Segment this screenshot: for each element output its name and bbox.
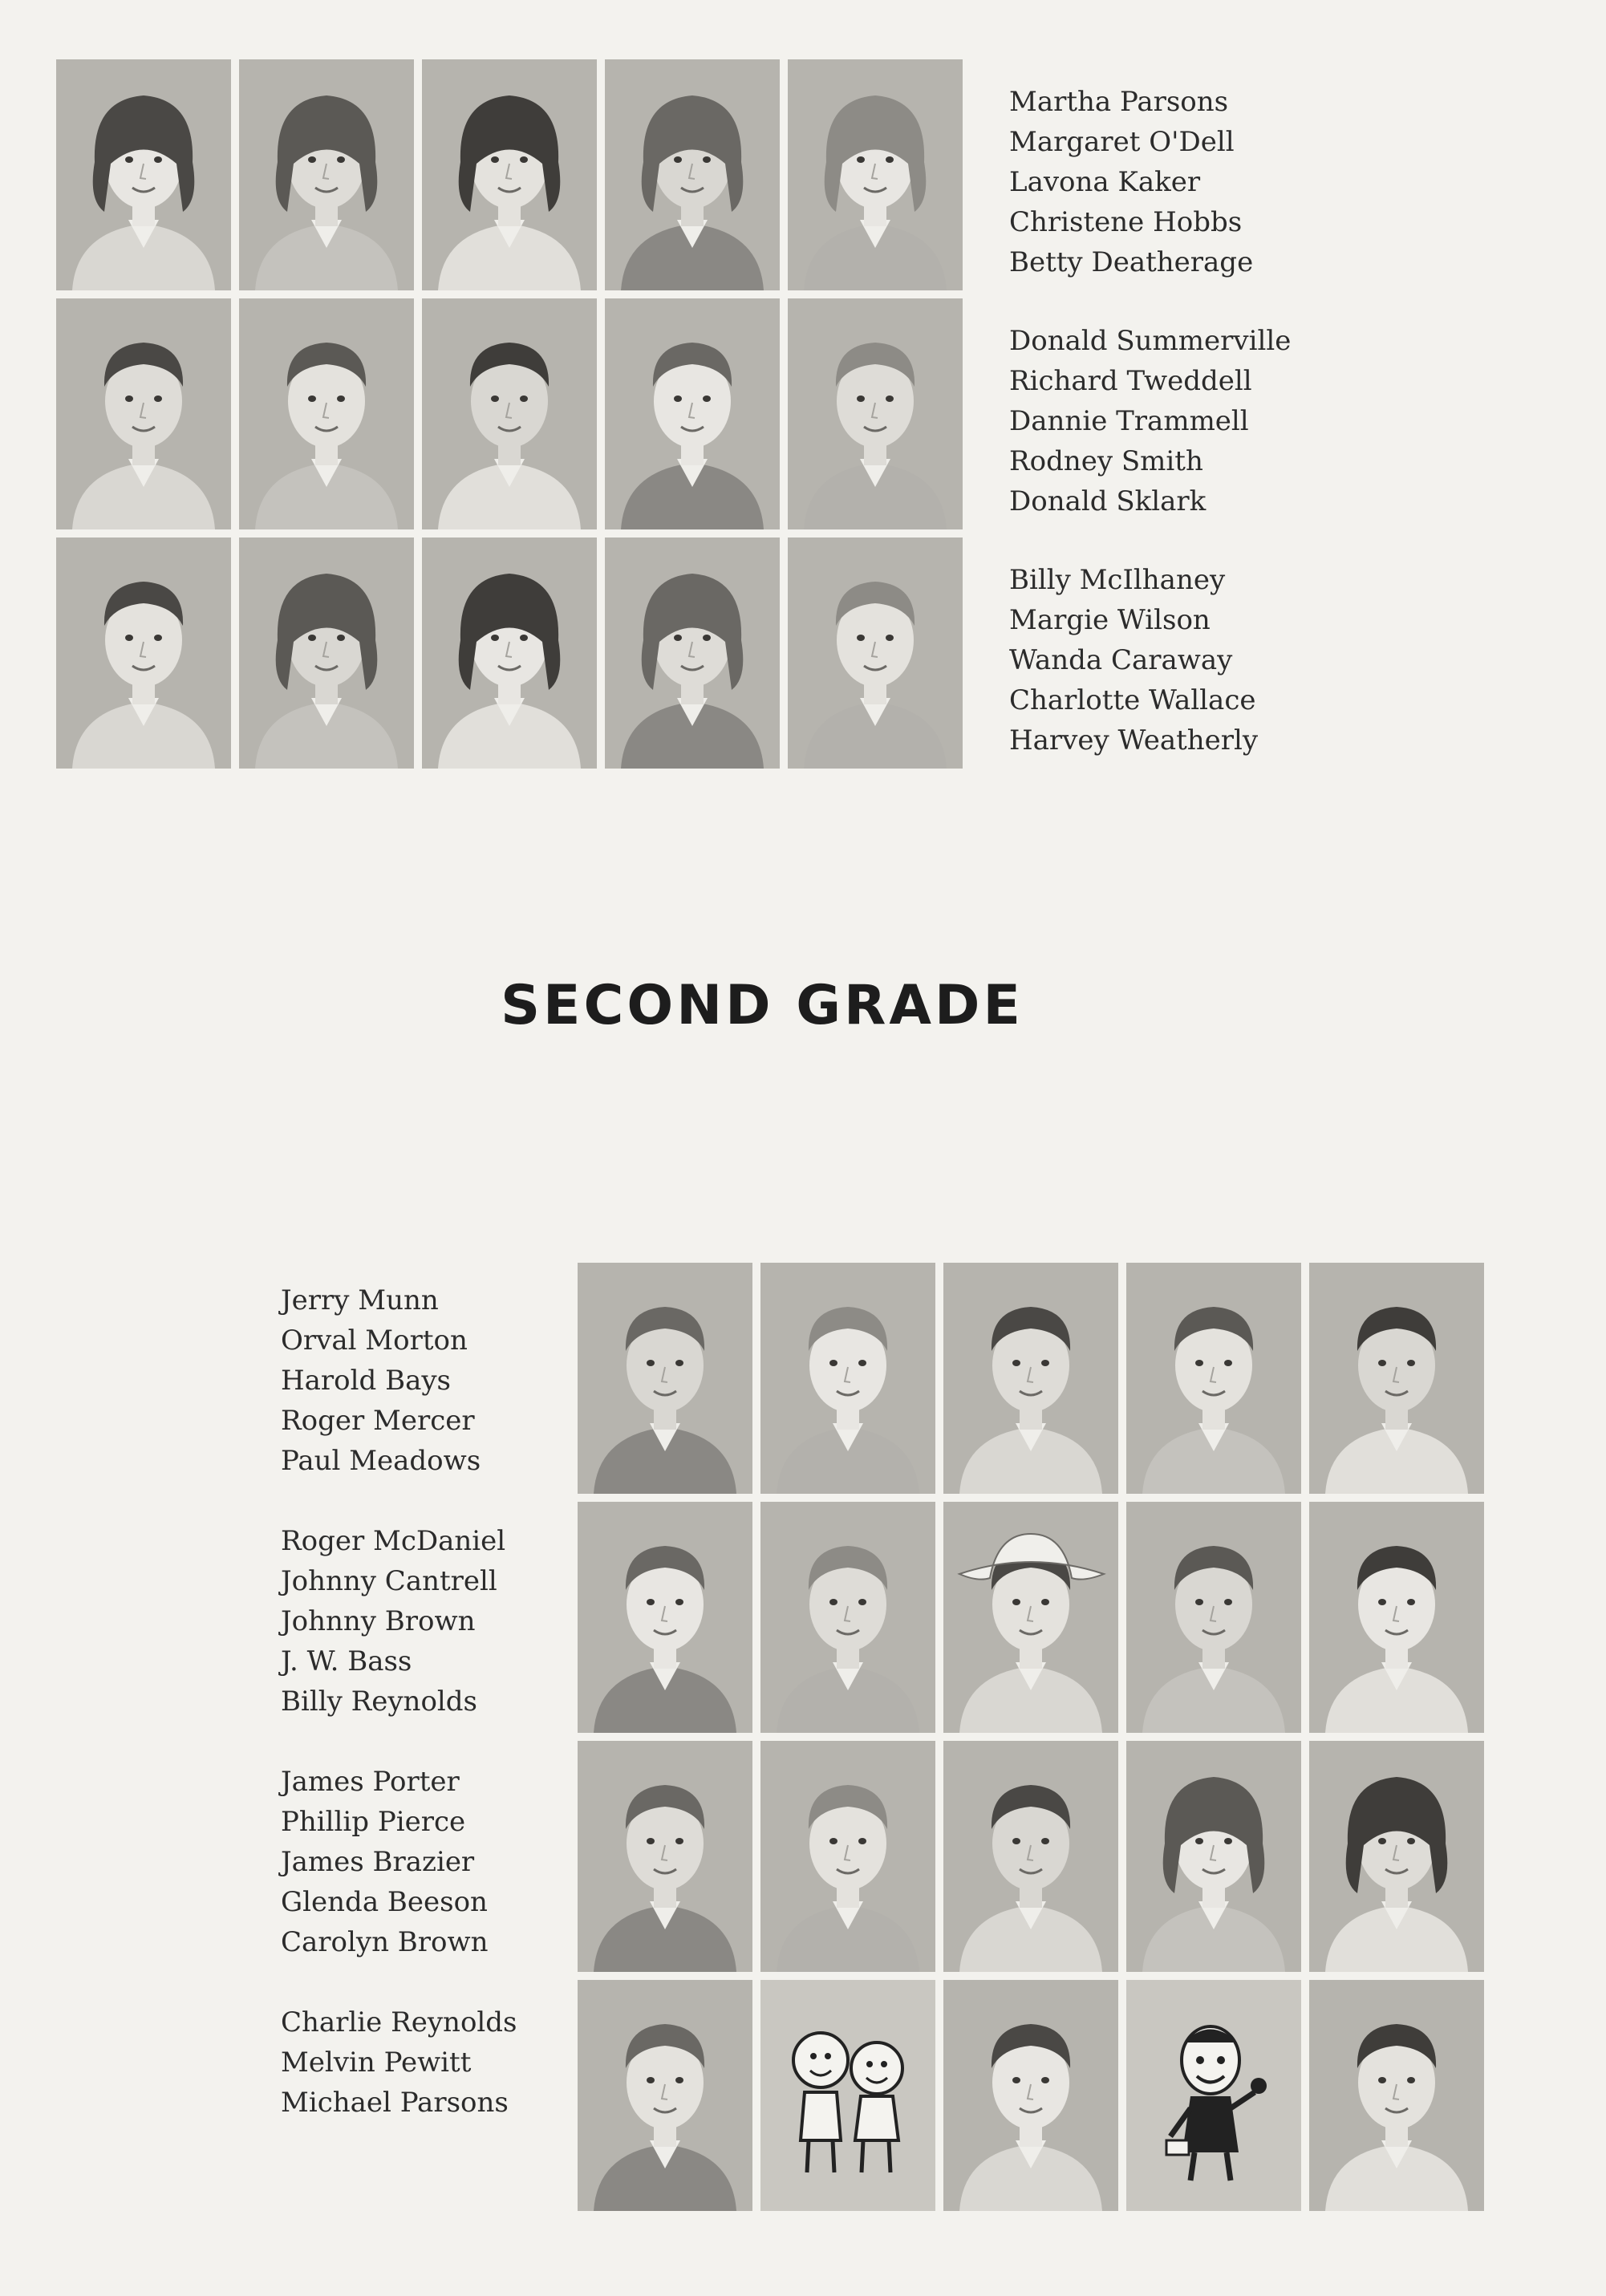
section-title: SECOND GRADE xyxy=(501,974,1024,1037)
boy-portrait-icon xyxy=(578,1980,752,2211)
student-name: Glenda Beeson xyxy=(281,1886,488,1918)
student-name: Betty Deatherage xyxy=(1009,246,1254,278)
boy-portrait-icon xyxy=(788,298,963,529)
boy-portrait-icon xyxy=(1126,1502,1301,1733)
boy-portrait-icon xyxy=(760,1741,935,1972)
student-name: Harvey Weatherly xyxy=(1009,724,1259,757)
girl-portrait-icon xyxy=(605,59,780,290)
student-name: Orval Morton xyxy=(281,1324,468,1357)
name-group xyxy=(281,2002,517,2123)
student-name: J. W. Bass xyxy=(281,1645,412,1677)
name-group xyxy=(281,1762,517,1962)
bottom-portrait-grid xyxy=(578,1263,1484,2211)
boy-portrait-icon xyxy=(760,1502,935,1733)
student-name: James Brazier xyxy=(281,1846,475,1878)
student-name: Richard Tweddell xyxy=(1009,365,1252,397)
boy-portrait-icon xyxy=(760,1263,935,1494)
student-name: Johnny Brown xyxy=(281,1605,476,1637)
student-name: Carolyn Brown xyxy=(281,1926,489,1958)
girl-portrait-icon xyxy=(605,537,780,769)
girl-portrait-icon xyxy=(788,59,963,290)
student-name: Harold Bays xyxy=(281,1365,452,1397)
student-name: Michael Parsons xyxy=(281,2087,509,2119)
student-name: Wanda Caraway xyxy=(1009,644,1233,676)
student-name: Margie Wilson xyxy=(1009,604,1211,636)
girl-portrait-icon xyxy=(422,537,597,769)
student-name: Margaret O'Dell xyxy=(1009,126,1235,158)
boy-portrait-icon xyxy=(578,1263,752,1494)
girl-portrait-icon xyxy=(1126,1741,1301,1972)
student-name: Jerry Munn xyxy=(281,1284,439,1316)
student-name: Donald Sklark xyxy=(1009,485,1207,517)
cartoon-icon xyxy=(760,1980,935,2211)
student-name: Donald Summerville xyxy=(1009,325,1292,357)
boy-portrait-icon xyxy=(422,298,597,529)
girl-portrait-icon xyxy=(422,59,597,290)
girl-portrait-icon xyxy=(239,537,414,769)
cartoon-icon xyxy=(1126,1980,1301,2211)
student-name: Melvin Pewitt xyxy=(281,2047,472,2079)
boy-portrait-icon xyxy=(1309,1263,1484,1494)
boy-portrait-icon xyxy=(943,1741,1118,1972)
student-name: Charlie Reynolds xyxy=(281,2006,517,2038)
student-name: Charlotte Wallace xyxy=(1009,684,1256,716)
boy-portrait-icon xyxy=(56,298,231,529)
student-name: Dannie Trammell xyxy=(1009,405,1249,437)
student-name: Martha Parsons xyxy=(1009,86,1229,118)
boy-portrait-icon xyxy=(788,537,963,769)
boy-portrait-icon xyxy=(943,1502,1118,1733)
boy-portrait-icon xyxy=(1126,1263,1301,1494)
top-names-column xyxy=(1009,82,1291,799)
girl-portrait-icon xyxy=(1309,1741,1484,1972)
student-name: Roger Mercer xyxy=(281,1405,475,1437)
boy-portrait-icon xyxy=(943,1980,1118,2211)
boy-portrait-icon xyxy=(943,1263,1118,1494)
top-portrait-grid xyxy=(56,59,963,769)
boy-portrait-icon xyxy=(239,298,414,529)
girl-portrait-icon xyxy=(56,59,231,290)
name-group xyxy=(1009,560,1291,761)
student-name: Roger McDaniel xyxy=(281,1525,506,1557)
student-name: James Porter xyxy=(281,1766,460,1798)
girl-portrait-icon xyxy=(239,59,414,290)
name-group xyxy=(1009,82,1291,282)
name-group xyxy=(281,1521,517,1722)
boy-portrait-icon xyxy=(578,1741,752,1972)
student-name: Rodney Smith xyxy=(1009,445,1203,477)
boy-portrait-icon xyxy=(605,298,780,529)
boy-portrait-icon xyxy=(56,537,231,769)
student-name: Phillip Pierce xyxy=(281,1806,466,1838)
student-name: Johnny Cantrell xyxy=(281,1565,497,1597)
boy-portrait-icon xyxy=(1309,1502,1484,1733)
student-name: Billy McIlhaney xyxy=(1009,564,1226,596)
name-group xyxy=(1009,321,1291,521)
boy-portrait-icon xyxy=(578,1502,752,1733)
boy-portrait-icon xyxy=(1309,1980,1484,2211)
bottom-names-column xyxy=(281,1280,517,2163)
student-name: Lavona Kaker xyxy=(1009,166,1201,198)
student-name: Billy Reynolds xyxy=(281,1685,478,1718)
name-group xyxy=(281,1280,517,1481)
student-name: Paul Meadows xyxy=(281,1445,481,1477)
student-name: Christene Hobbs xyxy=(1009,206,1243,238)
